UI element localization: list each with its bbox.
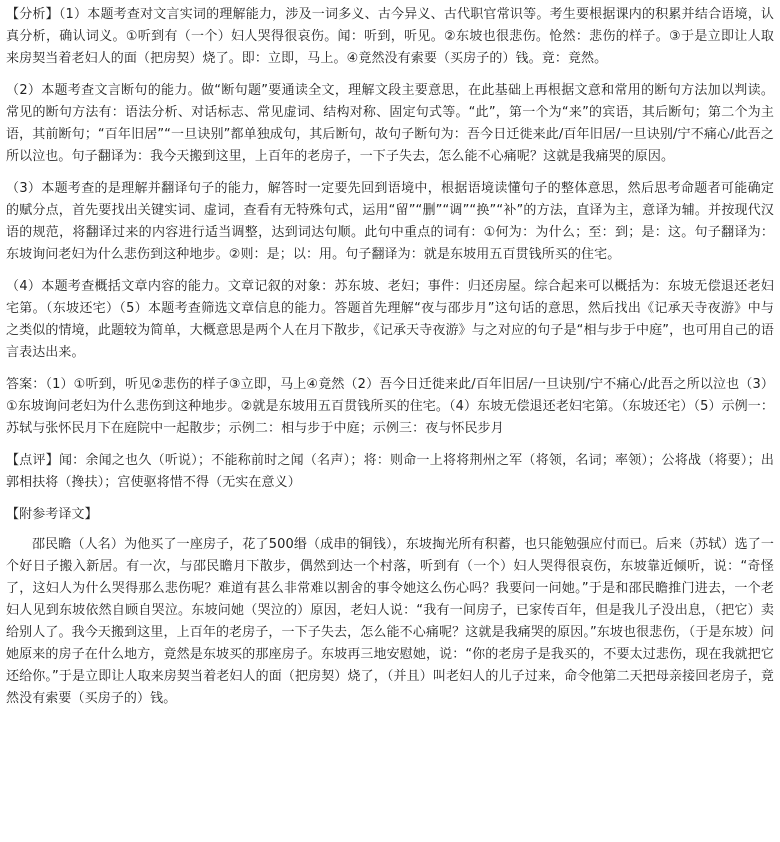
analysis-part-3: （3）本题考查的是理解并翻译句子的能力，解答时一定要先回到语境中，根据语境读懂句子的整体意思，然后思考命题者可能确定的赋分点，首先要找出关键实词、虚词，查看有无特殊句式，运用“留”“删”“调”“换”“补”的方法，直译为主，意译为辅。并按现代汉语的规范，将翻译过来的内容进行适当调整，达到词达句顺。此句中重点的词有：①何为：为什么；至：到；是：这。句子翻译为：东坡询问老妇为什么悲伤到这种地步。②则：是；以：用。句子翻译为：就是东坡用五百贯钱所买的住宅。 <box>6 181 774 262</box>
answer-paragraph: 答案：（1）①听到，听见②悲伤的样子③立即，马上④竟然（2）吾今日迁徙来此/百年旧居/一旦诀别/宁不痛心/此吾之所以泣也（3）①东坡询问老妇为什么悲伤到这种地步。②就是东坡用五百贯钱所买的住宅。（4）东坡无偿退还老妇宅第。（东坡还宅）（5）示例一：苏轼与张怀民月下在庭院中一起散步；示例二：相与步于中庭；示例三：夜与怀民步月 <box>6 377 774 436</box>
comment-paragraph: 【点评】闻：余闻之也久（听说）；不能称前时之闻（名声）；将：则命一上将将荆州之军（将领，名词；率领）；公将战（将要）；出郭相扶将（搀扶）；宫使驱将惜不得（无实在意义） <box>6 453 774 490</box>
analysis-part-4-5: （4）本题考查概括文章内容的能力。文章记叙的对象：苏东坡、老妇；事件：归还房屋。综合起来可以概括为：东坡无偿退还老妇宅第。（东坡还宅）（5）本题考查筛选文章信息的能力。答题首先理解“夜与邵步月”这句话的意思，然后找出《记承天寺夜游》中与之类似的情境，此题较为简单，大概意思是两个人在月下散步，《记承天寺夜游》与之对应的句子是“相与步于中庭”，也可用自己的语言表达出来。 <box>6 279 774 360</box>
translation-heading: 【附参考译文】 <box>6 507 98 522</box>
translation-body: 邵民瞻（人名）为他买了一座房子，花了500缗（成串的铜钱），东坡掏光所有积蓄，也只能勉强应付而已。后来（苏轼）选了一个好日子搬入新居。有一次，与邵民瞻月下散步，偶然到达一个村落，听到有（一个）妇人哭得很哀伤，东坡靠近倾听，说：“奇怪了，这妇人为什么哭得那么悲伤呢？难道有甚么非常难以割舍的事令她这么伤心吗？我要问一问她。”于是和邵民瞻推门进去，一个老妇人见到东坡依然自顾自哭泣。东坡问她（哭泣的）原因，老妇人说：“我有一间房子，已家传百年，但是我儿子没出息，（把它）卖给别人了。我今天搬到这里，上百年的老房子，一下子失去，怎么能不心痛呢？这就是我痛哭的原因。”东坡也很悲伤，（于是东坡）问她原来的房子在什么地方，竟然是东坡买的那座房子。东坡再三地安慰她，说：“你的老房子是我买的，不要太过悲伤，现在我就把它还给你。”于是立即让人取来房契当着老妇人的面（把房契）烧了，（并且）叫老妇人的儿子过来，命令他第二天把母亲接回老房子，竟然没有索要（买房子的）钱。 <box>6 537 774 706</box>
analysis-part-2: （2）本题考查文言断句的能力。做“断句题”要通读全文，理解文段主要意思，在此基础上再根据文意和常用的断句方法加以判读。常见的断句方法有：语法分析、对话标志、常见虚词、结构对称、固定句式等。“此”，第一个为“来”的宾语，其后断句；第二个为主语，其前断句；“百年旧居”“一旦诀别”都单独成句，其后断句，故句子断句为：吾今日迁徙来此/百年旧居/一旦诀别/宁不痛心/此吾之所以泣也。句子翻译为：我今天搬到这里，上百年的老房子，一下子失去，怎么能不心痛呢？这就是我痛哭的原因。 <box>6 83 774 164</box>
analysis-part-1: 【分析】（1）本题考查对文言实词的理解能力，涉及一词多义、古今异义、古代职官常识等。考生要根据课内的积累并结合语境，认真分析，确认词义。①听到有（一个）妇人哭得很哀伤。闻：听到，听见。②东坡也很悲伤。怆然：悲伤的样子。③于是立即让人取来房契当着老妇人的面（把房契）烧了。即：立即，马上。④竟然没有索要（买房子的）钱。竟：竟然。 <box>6 7 774 66</box>
